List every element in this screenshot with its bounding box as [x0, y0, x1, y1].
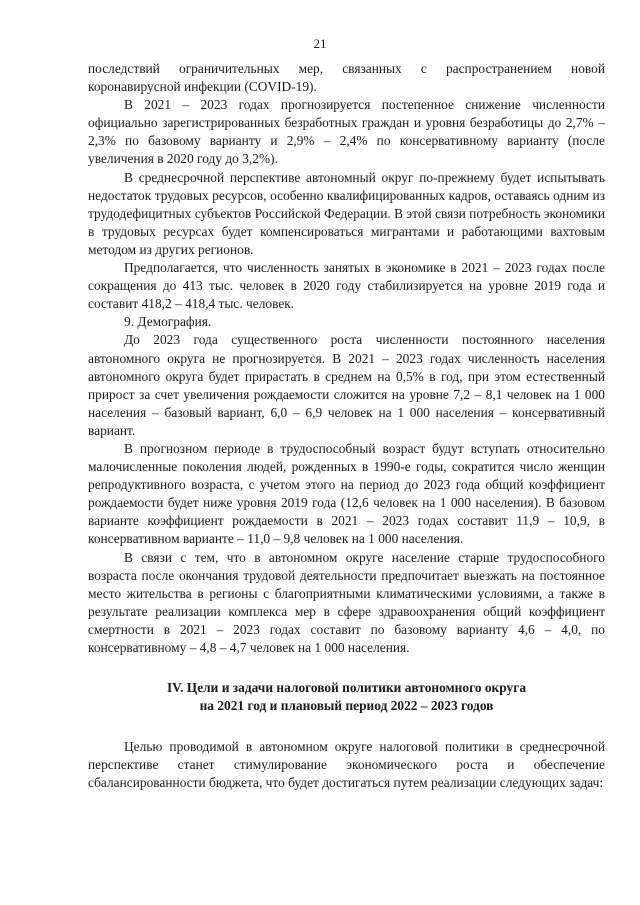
- paragraph-population-growth: До 2023 года существенного роста численности постоянного населения автономного округа не прогнозируется. В 2021 – 2023 годах численность населения автономного округа будет прирастать в среднем на 0,5% в год, при этом естественный прирост за счет увеличения рождаемости сложится на уровне 7,2 – 8,1 человек на 1 000 населения – базовый вариант, 6,0 – 6,9 человек на 1 000 населения – консервативный вариант.: [88, 332, 605, 438]
- paragraph-labor-shortage: В среднесрочной перспективе автономный округ по-прежнему будет испытывать недостаток трудовых ресурсов, особенно квалифицированных кадров, оставаясь одним из трудодефицитных субъектов Российской Федерации. В этой связи потребность экономики в трудовых ресурсах будет компенсироваться мигрантами и работающими вахтовым методом из других регионов.: [88, 169, 605, 257]
- paragraph-unemployment: В 2021 – 2023 годах прогнозируется постепенное снижение численности официально зарегистрированных безработных граждан и уровня безработицы до 2,7% – 2,3% по базовому варианту и 2,9% – 2,4% по консервативному варианту (после увеличения в 2020 году до 3,2%).: [88, 97, 605, 167]
- paragraph-birth-rate: В прогнозном периоде в трудоспособный возраст будут вступать относительно малочисленные поколения людей, рожденных в 1990-е годы, сократится число женщин репродуктивного возраста, с учетом этого на период до 2023 года общий коэффициент рождаемости будет ниже уровня 2019 года (12,6 человек на 1 000 населения). В базовом варианте коэффициент рождаемости в 2021 – 2023 годах составит 11,9 – 10,9, в консервативном варианте – 11,0 – 9,8 человек на 1 000 населения.: [88, 440, 605, 547]
- page-number: 21: [313, 36, 327, 51]
- section-heading-line-2: на 2021 год и плановый период 2022 – 2023 годов: [199, 698, 494, 714]
- section-heading-line-1: IV. Цели и задачи налоговой политики автономного округа: [166, 680, 527, 696]
- document-body: [88, 60, 605, 793]
- paragraph-employment: Предполагается, что численность занятых в экономике в 2021 – 2023 годах после сокращения до 413 тыс. человек в 2020 году стабилизируется на уровне 2019 года и составит 418,2 – 418,4 тыс. человек.: [88, 260, 605, 312]
- paragraph-continuation: последствий ограничительных мер, связанных с распространением новой коронавирусной инфекции (COVID-19).: [88, 61, 605, 95]
- section-heading: [88, 679, 605, 715]
- paragraph-tax-policy-goals: Целью проводимой в автономном округе налоговой политики в среднесрочной перспективе станет стимулирование экономического роста и обеспечение сбалансированности бюджета, что будет достигаться путем реализации следующих задач:: [88, 739, 605, 791]
- paragraph-mortality: В связи с тем, что в автономном округе население старше трудоспособного возраста после окончания трудовой деятельности предпочитает выезжать на постоянное место жительства в регионы с благоприятными климатическими условиями, а также в результате реализации комплекса мер в сфере здравоохранения общий коэффициент смертности в 2021 – 2023 годах составит по базовому варианту 4,6 – 4,0, по консервативному – 4,8 – 4,7 человек на 1 000 населения.: [88, 549, 605, 655]
- subsection-title-demography: 9. Демография.: [124, 314, 212, 330]
